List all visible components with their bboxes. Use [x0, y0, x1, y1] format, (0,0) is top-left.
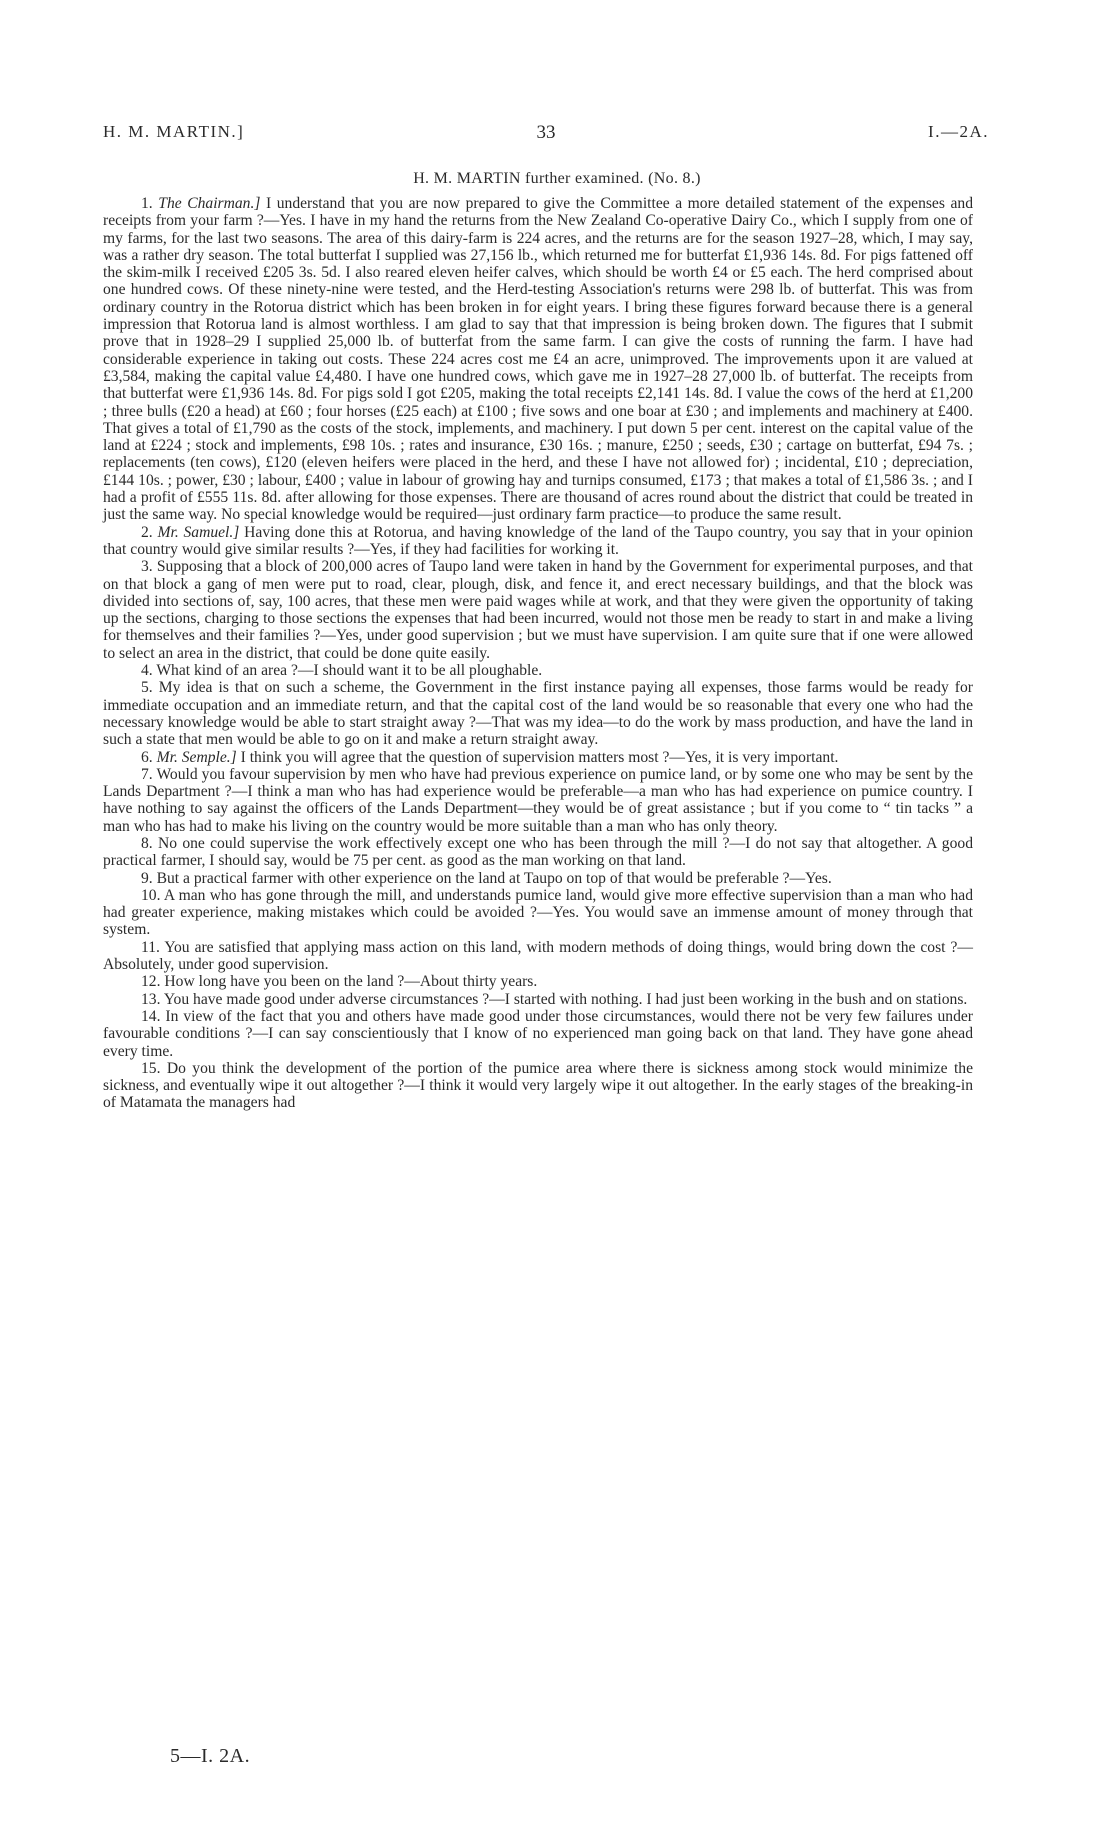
- question-paragraph: [103, 870, 973, 887]
- question-paragraph: [103, 195, 973, 524]
- page-number: 33: [536, 122, 556, 143]
- question-paragraph: [103, 939, 973, 974]
- header-paper-reference: I.—2A.: [928, 122, 989, 141]
- question-text: Would you favour supervision by men who have had previous experience on pumice land, or by some one who may be sent by the Lands Department ?—I think a man who has had experience would be preferable—a man who has had experience on pumice country. I have nothing to say against the officers of the Lands Department—they would be of great assistance ; but if you come to “ tin tacks ” a man who has had to make his living on the country would be more suitable than a man who has only theory.: [103, 765, 973, 835]
- question-number: 15.: [141, 1059, 161, 1077]
- question-text: In view of the fact that you and others have made good under those circumstances, would there not be very few failures under favourable conditions ?—I can say conscientiously that I know of no experienced man going back on that land. They have gone ahead every time.: [103, 1007, 973, 1060]
- speaker-name: The Chairman.]: [158, 195, 261, 212]
- question-number: 9.: [141, 869, 153, 887]
- question-paragraph: [103, 1008, 973, 1060]
- question-text: But a practical farmer with other experience on the land at Taupo on top of that would be preferable ?—Yes.: [156, 869, 832, 887]
- question-number: 14.: [141, 1007, 161, 1025]
- question-paragraph: [103, 662, 973, 679]
- question-text: You have made good under adverse circumstances ?—I started with nothing. I had just been working in the bush and on stations.: [163, 990, 968, 1008]
- question-text: Do you think the development of the portion of the pumice area where there is sickness among stock would minimize the sickness, and eventually wipe it out altogether ?—I think it would very largely wipe it out altogether. In the early stages of the breaking-in of Matamata the managers had: [103, 1059, 973, 1112]
- header-witness-name: H. M. MARTIN.]: [103, 122, 245, 141]
- speaker-name: Mr. Semple.]: [156, 748, 237, 766]
- body-text: [103, 195, 973, 1112]
- question-number: 12.: [141, 973, 161, 991]
- question-paragraph: [103, 558, 973, 662]
- question-paragraph: [103, 749, 973, 766]
- question-number: 10.: [141, 886, 161, 904]
- signature-mark: 5—I. 2A.: [170, 1745, 251, 1767]
- question-text: Having done this at Rotorua, and having knowledge of the land of the Taupo country, you say that in your opinion that country would give similar results ?—Yes, if they had facilities for working it.: [103, 523, 974, 558]
- question-number: 8.: [141, 834, 153, 852]
- question-paragraph: [103, 991, 973, 1008]
- question-paragraph: [103, 1060, 973, 1112]
- question-number: 11.: [141, 938, 160, 956]
- question-text: How long have you been on the land ?—About thirty years.: [164, 973, 538, 991]
- question-text: You are satisfied that applying mass action on this land, with modern methods of doing things, would bring down the cost ?—Absolutely, under good supervision.: [103, 938, 973, 974]
- question-number: 7.: [141, 765, 153, 783]
- question-paragraph: [103, 766, 973, 835]
- question-paragraph: [103, 835, 973, 870]
- question-text: My idea is that on such a scheme, the Government in the first instance paying all expenses, those farms would be ready for immediate occupation and an immediate return, and that the capital cost of the land would be so reasonable that every one who had the necessary knowledge would be able to start straight away ?—That was my idea—to do the work by mass production, and have the land in such a state that men would be able to go on it and make a return straight away.: [103, 679, 973, 749]
- question-text: I think you will agree that the question of supervision matters most ?—Yes, it is very important.: [236, 748, 839, 766]
- question-text: I understand that you are now prepared to give the Committee a more detailed statement of the expenses and receipts from your farm ?—Yes. I have in my hand the returns from the New Zealand Co-operative Dairy Co., which I supply from one of my farms, for the last two seasons. The area of this dairy-farm is 224 acres, and the returns are for the season 1927–28, which, I may say, was a rather dry season. The total butterfat I supplied was 27,156 lb., which returned me for butterfat £1,936 14s. 8d. For pigs fattened off the skim-milk I received £205 3s. 5d. I also reared eleven heifer calves, which should be worth £4 or £5 each. The herd comprised about one hundred cows. Of these ninety-nine were tested, and the Herd-testing Association's returns were 298 lb. of butterfat. This was from ordinary country in the Rotorua district which has been broken in for eight years. I bring these figures forward because there is a general impression that Rotorua land is almost worthless. I am glad to say that that impression is being broken down. The figures that I submit prove that in 1928–29 I supplied 25,000 lb. of butterfat from the same farm. I can give the costs of running the farm. I have had considerable experience in taking out costs. These 224 acres cost me £4 an acre, unimproved. The improvements upon it are valued at £3,584, making the capital value £4,480. I have one hundred cows, which gave me in 1927–28 27,000 lb. of butterfat. The receipts from that butterfat were £1,936 14s. 8d. For pigs sold I got £205, making the total receipts £2,141 14s. 8d. I value the cows of the herd at £1,200 ; three bulls (£20 a head) at £60 ; four horses (£25 each) at £100 ; five sows and one boar at £30 ; and implements and machinery at £400. That gives a total of £1,790 as the costs of the stock, implements, and machinery. I put down 5 per cent. interest on the capital value of the land at £224 ; stock and implements, £98 10s. ; rates and insurance, £30 16s. ; manure, £250 ; seeds, £30 ; cartage on butterfat, £94 7s. ; replacements (ten cows), £120 (eleven heifers were placed in the herd, and these I have not allowed for) ; incidental, £10 ; depreciation, £144 10s. ; power, £30 ; labour, £400 ; value in labour of growing hay and turnips consumed, £173 ; that makes a total of £1,586 3s. ; and I had a profit of £555 11s. 8d. after allowing for those expenses. There are thousand of acres round about the district that could be treated in just the same way. No special knowledge would be required—just ordinary farm practice—to produce the same result.: [103, 195, 973, 524]
- question-number: 6.: [141, 748, 153, 766]
- question-number: 3.: [141, 558, 153, 576]
- section-heading: H. M. MARTIN further examined. (No. 8.): [413, 170, 701, 187]
- question-text: Supposing that a block of 200,000 acres of Taupo land were taken in hand by the Government for experimental purposes, and that on that block a gang of men were put to road, clear, plough, disk, and fence it, and erect necessary buildings, and that the block was divided into sections of, say, 100 acres, that these men were paid wages while at work, and that they were given the opportunity of taking up the sections, charging to those sections the expenses that had been incurred, would not those men be ready to start in and make a living for themselves and their families ?—Yes, under good supervision ; but we must have supervision. I am quite sure that if one were allowed to select an area in the district, that could be done quite easily.: [103, 558, 974, 662]
- question-paragraph: [103, 887, 973, 939]
- question-number: 2.: [141, 523, 153, 541]
- running-header: [103, 122, 989, 148]
- question-number: 4.: [141, 662, 153, 680]
- speaker-name: Mr. Samuel.]: [157, 523, 240, 541]
- question-text: A man who has gone through the mill, and understands pumice land, would give more effective supervision than a man who had had greater experience, making mistakes which could be avoided ?—Yes. You would save an immense amount of money through that system.: [103, 886, 974, 939]
- question-number: 5.: [141, 679, 153, 697]
- question-number: 13.: [141, 990, 161, 1008]
- question-text: What kind of an area ?—I should want it to be all ploughable.: [156, 662, 543, 680]
- question-text: No one could supervise the work effectively except one who has been through the mill ?—I do not say that altogether. A good practical farmer, I should say, would be 75 per cent. as good as the man working on that land.: [103, 834, 973, 870]
- question-paragraph: [103, 679, 973, 748]
- question-paragraph: [103, 524, 973, 559]
- question-number: 1.: [141, 195, 153, 212]
- question-paragraph: [103, 973, 973, 990]
